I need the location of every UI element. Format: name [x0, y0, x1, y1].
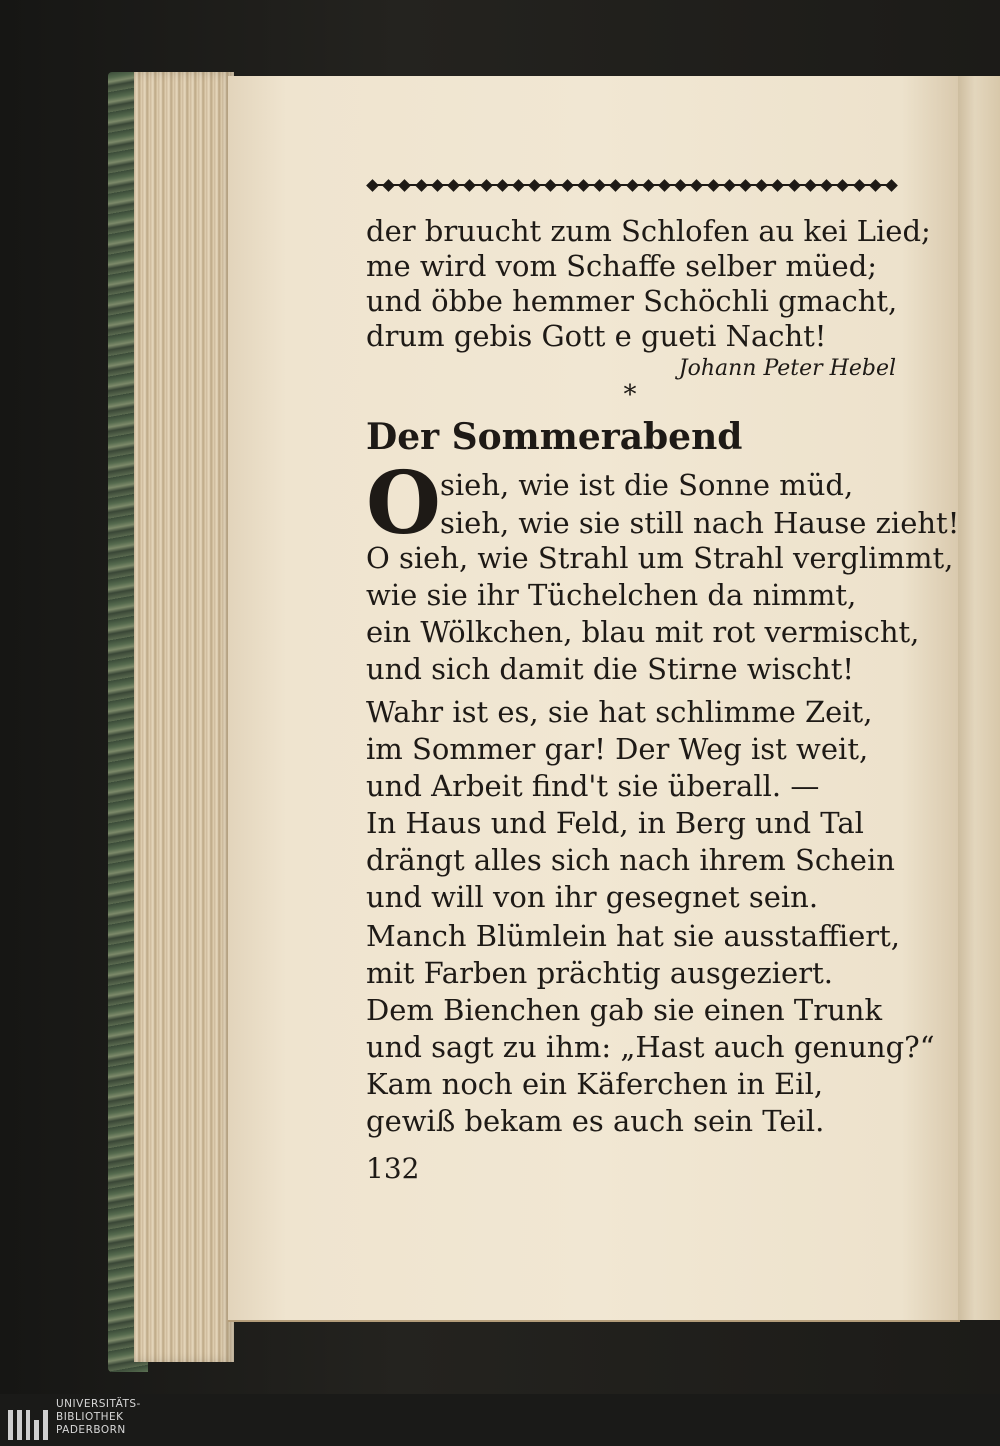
verse-line: und will von ihr gesegnet sein.	[366, 880, 819, 914]
verse-line: sieh, wie sie still nach Hause zieht!	[440, 506, 960, 540]
stanza-three	[366, 918, 935, 1140]
verse-line: sieh, wie ist die Sonne müd,	[440, 468, 854, 502]
opening-lines	[440, 466, 959, 542]
verse-line: Manch Blümlein hat sie ausstaffiert,	[366, 919, 900, 953]
verse-line: der bruucht zum Schlofen au kei Lied;	[366, 214, 931, 248]
verse-line: drum gebis Gott e gueti Nacht!	[366, 319, 827, 353]
poem-title: Der Sommerabend	[366, 416, 743, 458]
verse-line: mit Farben prächtig ausgeziert.	[366, 956, 833, 990]
verse-line: Kam noch ein Käferchen in Eil,	[366, 1067, 824, 1101]
separator-asterisk: *	[623, 380, 637, 410]
footer-bar	[0, 1394, 1000, 1446]
verse-line: und öbbe hemmer Schöchli gmacht,	[366, 284, 898, 318]
drop-cap: O	[366, 453, 441, 554]
library-logo-text	[56, 1398, 141, 1437]
logo-line: BIBLIOTHEK	[56, 1411, 124, 1423]
verse-line: und sagt zu ihm: „Hast auch genung?“	[366, 1030, 935, 1064]
page-stack-edges	[134, 72, 234, 1362]
page-number: 132	[366, 1152, 420, 1185]
author-credit: Johann Peter Hebel	[678, 356, 896, 381]
verse-line: In Haus und Feld, in Berg und Tal	[366, 806, 864, 840]
facing-page-edge	[958, 76, 1000, 1320]
verse-line: im Sommer gar! Der Weg ist weit,	[366, 732, 869, 766]
library-logo-icon	[8, 1400, 48, 1440]
verse-line: drängt alles sich nach ihrem Schein	[366, 843, 895, 877]
verse-line: und Arbeit find't sie überall. —	[366, 769, 820, 803]
decorative-rule	[368, 178, 896, 192]
logo-line: PADERBORN	[56, 1424, 126, 1436]
verse-line: Dem Bienchen gab sie einen Trunk	[366, 993, 883, 1027]
logo-line: UNIVERSITÄTS-	[56, 1398, 141, 1410]
verse-line: und sich damit die Stirne wischt!	[366, 652, 855, 686]
previous-poem-ending	[366, 214, 931, 354]
verse-line: ein Wölkchen, blau mit rot vermischt,	[366, 615, 920, 649]
verse-line: wie sie ihr Tüchelchen da nimmt,	[366, 578, 857, 612]
stanza-one-rest	[366, 540, 953, 688]
stanza-two	[366, 694, 895, 916]
verse-line: Wahr ist es, sie hat schlimme Zeit,	[366, 695, 873, 729]
verse-line: O sieh, wie Strahl um Strahl verglimmt,	[366, 541, 954, 575]
verse-line: me wird vom Schaffe selber müed;	[366, 249, 878, 283]
verse-line: gewiß bekam es auch sein Teil.	[366, 1104, 825, 1138]
